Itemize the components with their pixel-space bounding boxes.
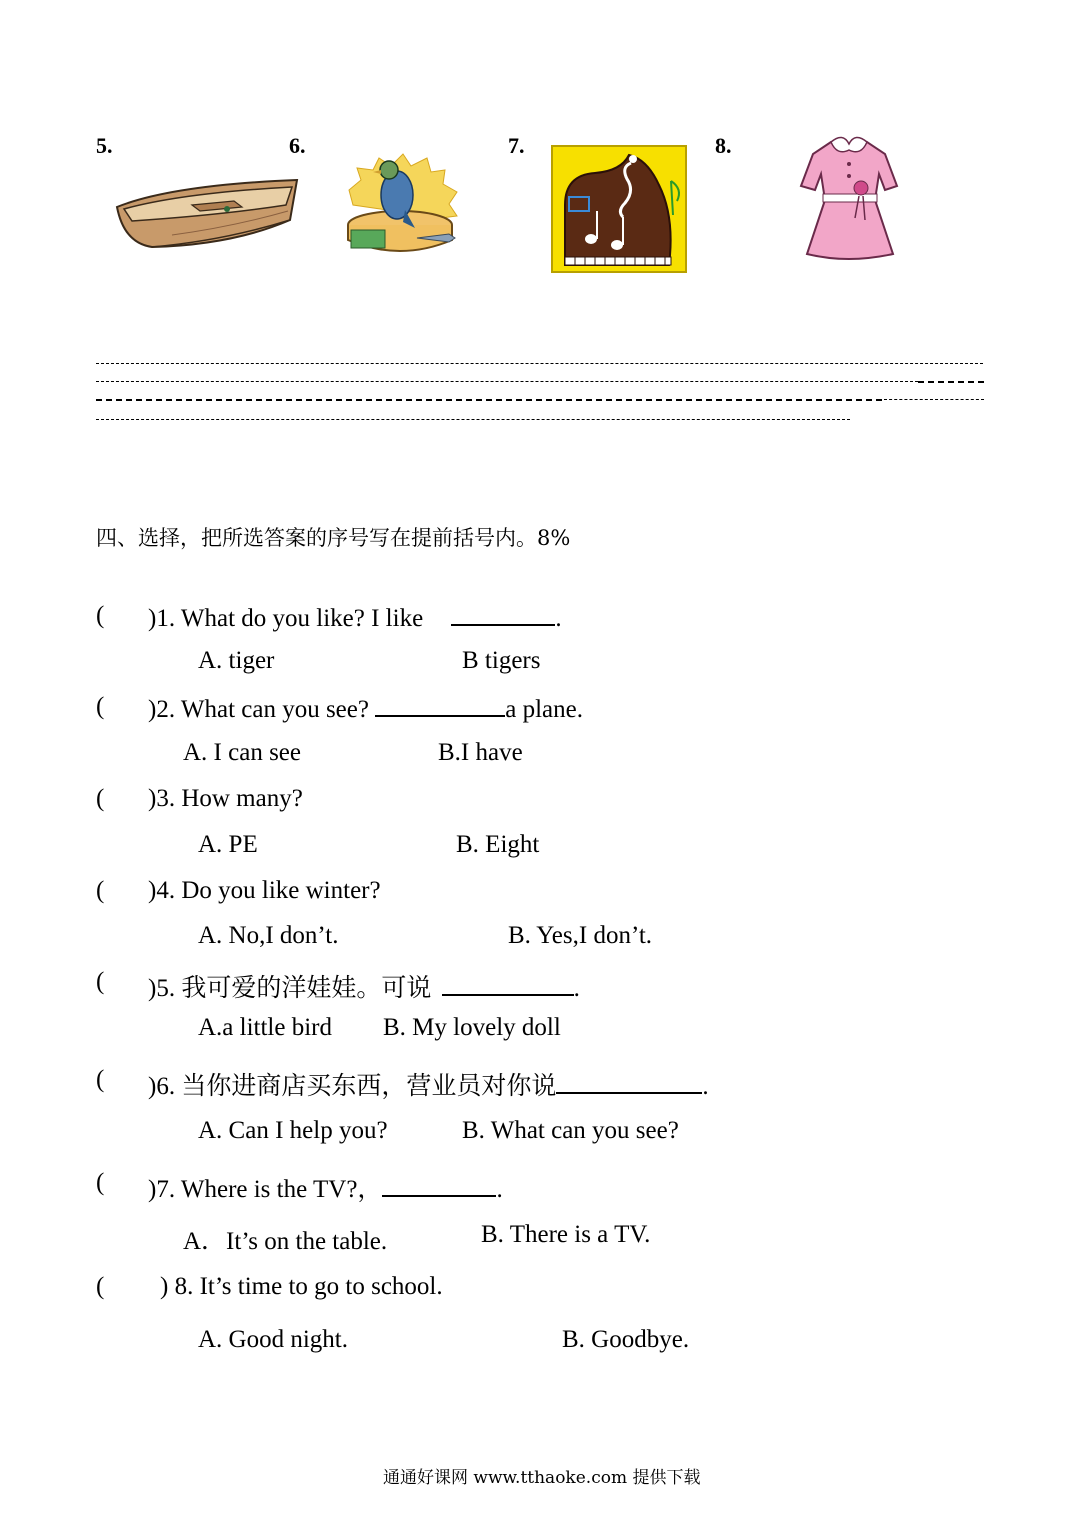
question-3-text: )3. How many? xyxy=(148,785,303,812)
item-number-6: 6. xyxy=(289,133,306,158)
question-7-paren: ( xyxy=(96,1169,105,1196)
question-3-option-a: A. PE xyxy=(198,831,258,858)
question-1-text: )1. What do you like? I like xyxy=(148,605,424,632)
question-1-option-a: A. tiger xyxy=(198,647,275,674)
question-1-option-b: B tigers xyxy=(462,647,541,674)
question-6 xyxy=(148,1066,709,1102)
music-piano-icon xyxy=(551,145,687,273)
answer-line-4 xyxy=(96,419,850,420)
question-8-paren: ( xyxy=(96,1273,105,1300)
question-3-option-b: B. Eight xyxy=(456,831,540,858)
question-4-text: )4. Do you like winter? xyxy=(148,877,381,904)
section-title: 四、选择，把所选答案的序号写在提前括号内。8% xyxy=(96,526,571,550)
question-7-option-a: A．It’s on the table. xyxy=(183,1228,388,1255)
question-2-option-b: B.I have xyxy=(438,739,523,766)
question-2 xyxy=(148,693,583,724)
answer-line-2-bold xyxy=(918,381,984,383)
footer-text: 通通好课网 www.tthaoke.com 提供下载 xyxy=(383,1468,701,1488)
question-5-option-a: A.a little bird xyxy=(198,1014,332,1041)
question-3-paren: ( xyxy=(96,785,105,812)
question-1-paren: ( xyxy=(96,602,105,629)
question-5-end: . xyxy=(573,975,580,1002)
question-4-option-b: B. Yes,I don’t. xyxy=(508,922,653,949)
question-6-option-a: A. Can I help you? xyxy=(198,1117,388,1144)
question-6-end: . xyxy=(702,1073,709,1100)
question-8-option-b: B. Goodbye. xyxy=(562,1326,690,1353)
question-2-text: )2. What can you see? xyxy=(148,696,369,723)
dress-icon xyxy=(793,128,903,266)
answer-line-3 xyxy=(884,399,984,400)
question-6-paren: ( xyxy=(96,1066,105,1093)
answer-line-3-bold xyxy=(96,399,882,401)
answer-blank-5[interactable] xyxy=(442,972,574,996)
question-8-option-a: A. Good night. xyxy=(198,1326,348,1353)
answer-blank-2[interactable] xyxy=(375,693,505,717)
item-number-7: 7. xyxy=(508,133,525,158)
question-1-end: . xyxy=(555,605,562,632)
bird-in-tin-icon xyxy=(345,150,465,255)
item-number-5: 5. xyxy=(96,133,113,158)
question-7 xyxy=(148,1169,503,1205)
item-number-8: 8. xyxy=(715,133,732,158)
question-6-option-b: B. What can you see? xyxy=(462,1117,679,1144)
question-5-option-b: B. My lovely doll xyxy=(383,1014,561,1041)
answer-blank-6[interactable] xyxy=(556,1070,702,1094)
question-4-paren: ( xyxy=(96,877,105,904)
answer-line-1 xyxy=(96,363,983,364)
question-6-text: )6. 当你进商店买东西，营业员对你说 xyxy=(148,1073,557,1100)
question-4-option-a: A. No,I don’t. xyxy=(198,922,339,949)
question-2-paren: ( xyxy=(96,693,105,720)
question-7-option-b: B. There is a TV. xyxy=(481,1221,651,1248)
question-2-option-a: A. I can see xyxy=(183,739,301,766)
question-7-end: . xyxy=(496,1176,503,1203)
question-2-end: a plane. xyxy=(505,696,583,723)
question-5 xyxy=(148,968,580,1004)
answer-blank-1[interactable] xyxy=(451,602,555,626)
question-5-text: )5. 我可爱的洋娃娃。可说 xyxy=(148,975,432,1002)
answer-blank-7[interactable] xyxy=(382,1173,496,1197)
answer-line-2 xyxy=(96,381,918,382)
question-5-paren: ( xyxy=(96,968,105,995)
question-8-text: ) 8. It’s time to go to school. xyxy=(160,1273,443,1300)
question-7-text: )7. Where is the TV?， xyxy=(148,1176,383,1203)
question-1 xyxy=(148,602,562,633)
boat-icon xyxy=(112,165,302,250)
